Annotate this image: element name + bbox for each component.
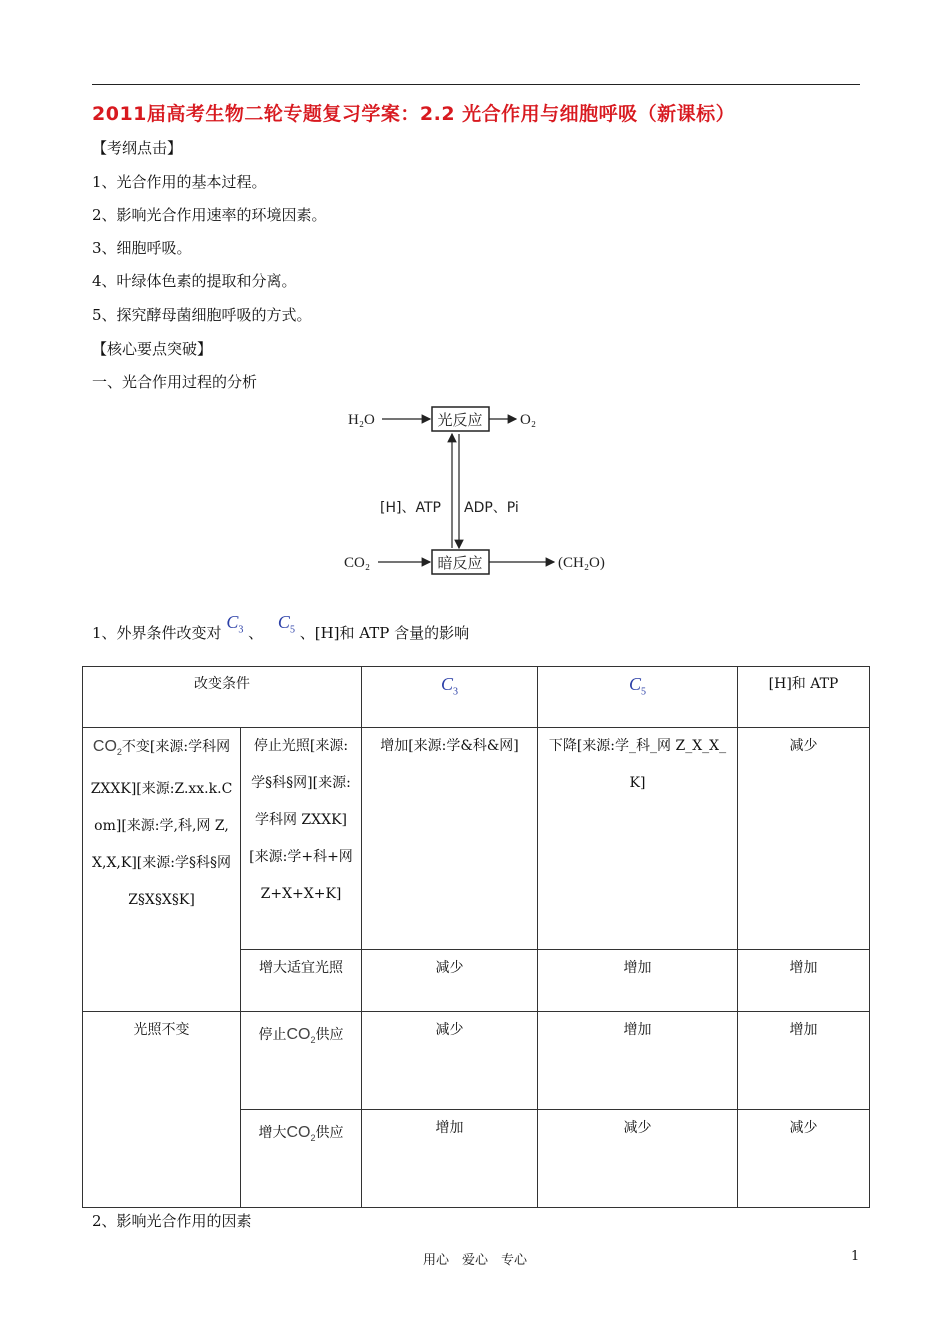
list-item: 2、影响光合作用速率的环境因素。 [92,206,327,224]
cell-c3: 增加 [362,1110,538,1208]
c5-symbol: $C_5$ [628,674,646,698]
section-heading-outline: 【考纲点击】 [92,139,183,157]
page-title: 2011届高考生物二轮专题复习学案：2.2 光合作用与细胞呼吸（新课标） [92,103,736,125]
q1-prefix: 1、外界条件改变对 [92,624,222,642]
o2-label: O₂ [520,412,537,428]
header-hatp: [H]和 ATP [738,667,870,728]
light-reaction-label: 光反应 [437,411,483,429]
subheading-photosynthesis: 一、光合作用过程的分析 [92,373,258,391]
cell-c3: 减少 [362,950,538,1012]
cell-hatp: 减少 [738,1110,870,1208]
co2-symbol: $CO_2$ [286,1124,316,1144]
cell-condition: 停止光照[来源:学§科§网][来源:学科网 ZXXK][来源:学+科+网 Z+X+X+K] [241,728,362,950]
group-co2-unchanged [83,728,241,1012]
header-c5 [538,667,738,728]
page-footer: 用心 爱心 专心 [422,1253,527,1268]
co2-label: CO₂ [344,555,371,571]
table-row [83,1012,870,1110]
photosynthesis-diagram [340,400,630,585]
cell-hatp: 减少 [738,728,870,950]
c3-symbol: $C_3$ [226,612,244,636]
cell-condition: 增大适宜光照 [241,950,362,1012]
cell-hatp: 增加 [738,950,870,1012]
cell-c5: 增加 [538,950,738,1012]
adp-pi-label: ADP、Pi [464,500,519,516]
section-heading-key-points: 【核心要点突破】 [92,340,213,358]
q1-sep: 、 [248,624,264,642]
header-rule [92,84,860,85]
header-c3 [362,667,538,728]
c5-symbol: $C_5$ [277,612,295,636]
cell-condition: 增大$CO_2$供应 [241,1110,362,1208]
cell-c5: 下降[来源:学_科_网 Z_X_X_K] [538,728,738,950]
cell-c5: 减少 [538,1110,738,1208]
ch2o-label: (CH₂O) [558,555,605,571]
list-item: 5、探究酵母菌细胞呼吸的方式。 [92,306,312,324]
co2-symbol: $CO_2$ [286,1026,316,1046]
q1-suffix: 、[H]和 ATP 含量的影响 [299,624,470,642]
co2-symbol: $CO_2$ [92,738,122,758]
c3-symbol: $C_3$ [440,674,458,698]
cell-c3: 增加[来源:学&科&网] [362,728,538,950]
hatp-label: [H]、ATP [380,500,441,516]
conditions-table [82,666,870,1208]
list-item: 3、细胞呼吸。 [92,239,192,257]
question-1 [92,612,470,646]
group-light-unchanged: 光照不变 [83,1012,241,1208]
cell-c3: 减少 [362,1012,538,1110]
dark-reaction-label: 暗反应 [437,554,483,572]
cell-hatp: 增加 [738,1012,870,1110]
page-number: 1 [851,1249,860,1264]
list-item: 1、光合作用的基本过程。 [92,173,267,191]
table-row [83,728,870,950]
h2o-label: H₂O [348,412,375,428]
list-item: 4、叶绿体色素的提取和分离。 [92,272,297,290]
table-header-row [83,667,870,728]
question-2: 2、影响光合作用的因素 [92,1212,252,1230]
group1-label: 不变[来源:学科网 ZXXK][来源:Z.xx.k.Com][来源:学,科,网 Z,X,X,K][来源:学§科§网 Z§X§X§K] [90,739,233,909]
cell-condition: 停止$CO_2$供应 [241,1012,362,1110]
header-condition: 改变条件 [83,667,362,728]
cell-c5: 增加 [538,1012,738,1110]
